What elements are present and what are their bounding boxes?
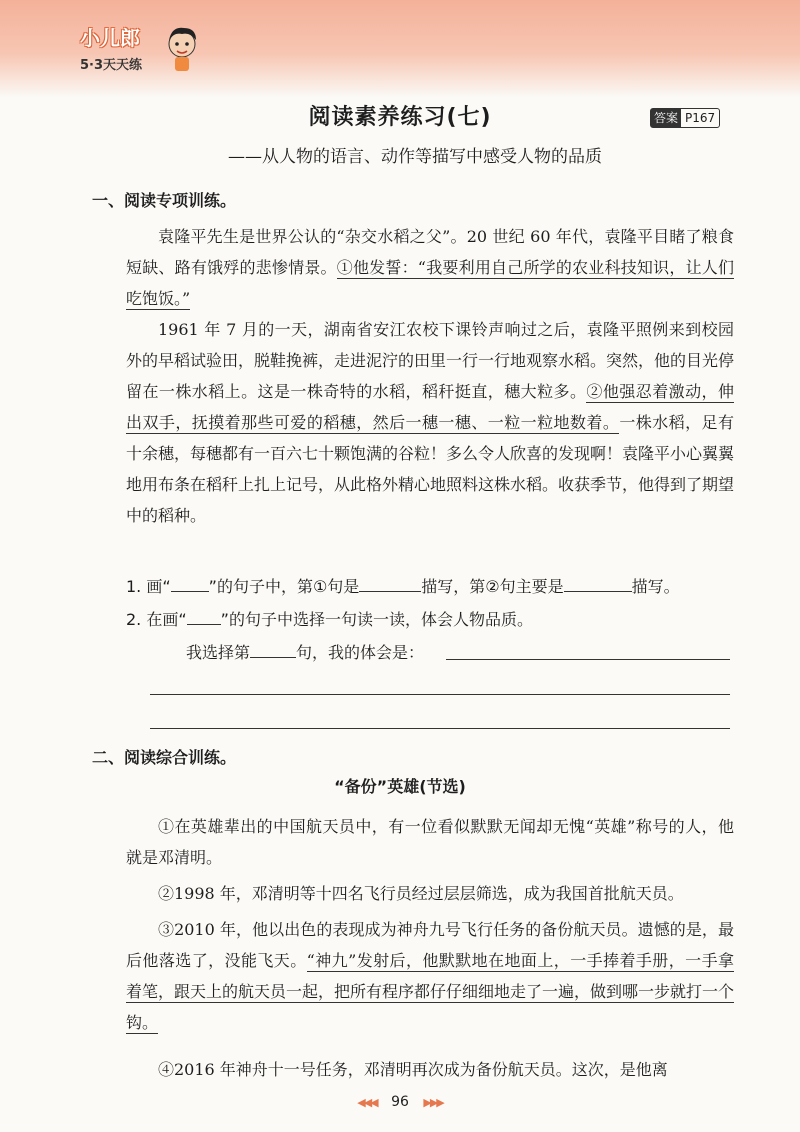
underline-sample: [187, 608, 221, 625]
story-paragraph-4: ④2016 年神舟十一号任务，邓清明再次成为备份航天员。这次，是他离: [158, 1060, 668, 1079]
section-heading-2: 二、阅读综合训练。: [92, 748, 237, 767]
question-text: 在画“: [146, 610, 187, 629]
paragraph-text: ③2010 年，他以出色的表现成为神舟九号飞行任务的备份航天员。遗憾的是，最后他落选了，没能飞天。: [126, 920, 734, 970]
answer-line-3[interactable]: [150, 728, 730, 729]
page-footer: [0, 1094, 800, 1110]
underlined-sentence-2: ②他强忍着激动，伸出双手，抚摸着那些可爱的稻穗，然后一穗一穗、一粒一粒地数着。: [126, 382, 734, 432]
right-arrows-icon: ▶▶▶: [423, 1096, 443, 1109]
question-text: ”的句子中，第①句是: [208, 577, 360, 596]
answer-blank-1[interactable]: [359, 575, 421, 592]
prompt-text: 句，我的体会是：: [296, 643, 425, 662]
underline-sample: [171, 575, 209, 592]
paragraph-text: 袁隆平先生是世界公认的“杂交水稻之父”。20 世纪 60 年代，袁隆平目睹了粮食短缺、路有饿殍的悲惨情景。: [126, 227, 734, 277]
brand-name: 小儿郎: [80, 26, 140, 50]
answer-line-2[interactable]: [150, 694, 730, 695]
question-text: 画“: [146, 577, 171, 596]
section-heading-1: 一、阅读专项训练。: [92, 191, 237, 210]
paragraph-text: 1961 年 7 月的一天，湖南省安江农校下课铃声响过之后，袁隆平照例来到校园外的早稻试验田，脱鞋挽裤，走进泥泞的田里一行一行地观察水稻。突然，他的目光停留在一株水稻上。这是一株奇特的水稻，稻秆挺直，穗大粒多。: [126, 320, 735, 401]
page-subtitle: ——从人物的语言、动作等描写中感受人物的品质: [228, 147, 602, 167]
left-arrows-icon: ◀◀◀: [357, 1096, 377, 1109]
answer-blank-2[interactable]: [564, 575, 632, 592]
paragraph-text: 一株水稻，足有十余穗，每穗都有一百六七十颗饱满的谷粒！多么令人欣喜的发现啊！袁隆平小心翼翼地用布条在稻秆上扎上记号，从此格外精心地照料这株水稻。收获季节，他得到了期望中的稻种。: [126, 413, 735, 525]
question-text: 描写，第②句主要是: [421, 577, 564, 596]
underlined-sentence-1: ①他发誓：“我要利用自己所学的农业科技知识，让人们吃饱饭。”: [126, 258, 734, 308]
question-text: 描写。: [631, 577, 680, 596]
question-number: 2.: [126, 610, 142, 629]
reading-paragraph-2: [126, 314, 734, 531]
story-paragraph-3: [126, 914, 734, 1038]
mascot-boy-icon: [162, 22, 202, 72]
reading-paragraph-1: [126, 221, 734, 314]
brand-logo: [80, 22, 210, 92]
story-title: “备份”英雄(节选): [334, 777, 466, 796]
question-2: [126, 607, 533, 630]
story-paragraph-2: ②1998 年，邓清明等十四名飞行员经过层层筛选，成为我国首批航天员。: [158, 884, 684, 903]
underlined-sentence-3: “神九”发射后，他默默地在地面上，一手捧着手册，一手拿着笔，跟天上的航天员一起，把所有程序都仔仔细细地走了一遍，做到哪一步就打一个钩。: [126, 951, 735, 1032]
answer-line-1[interactable]: [446, 659, 730, 660]
story-paragraph-1: ①在英雄辈出的中国航天员中，有一位看似默默无闻却无愧“英雄”称号的人，他就是邓清明。: [126, 817, 734, 867]
answer-label: 答案: [651, 109, 681, 127]
page-number: 96: [391, 1094, 409, 1110]
answer-reference: [650, 108, 720, 128]
question-1: [126, 574, 680, 597]
question-text: ”的句子中选择一句读一读，体会人物品质。: [220, 610, 533, 629]
prompt-text: 我选择第: [186, 643, 251, 662]
page-title: 阅读素养练习(七): [308, 105, 492, 130]
answer-prompt: [186, 640, 424, 663]
series-name: 5·3天天练: [80, 58, 143, 73]
answer-page: P167: [685, 111, 716, 125]
question-number: 1.: [126, 577, 142, 596]
sentence-number-blank[interactable]: [250, 641, 296, 658]
